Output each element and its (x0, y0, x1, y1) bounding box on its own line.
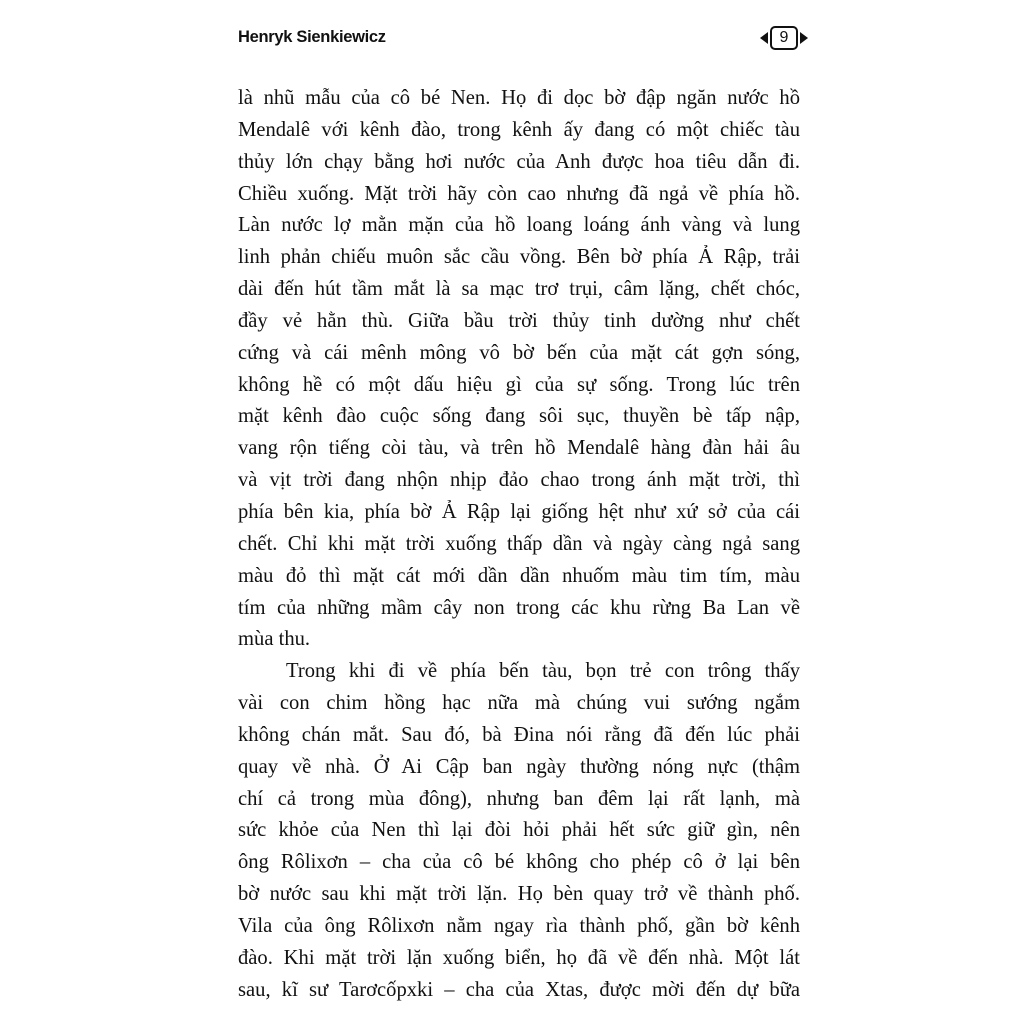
text-line: màu đỏ thì mặt cát mới dần dần nhuốm màu tim tím, màu (238, 564, 800, 587)
text-line: dài đến hút tầm mắt là sa mạc trơ trụi, câm lặng, chết chóc, (238, 278, 800, 301)
text-line: bờ nước sau khi mặt trời lặn. Họ bèn quay trở về thành phố. (238, 883, 800, 906)
running-head-author: Henryk Sienkiewicz (238, 28, 386, 46)
text-line: thủy lớn chạy bằng hơi nước của Anh được hoa tiêu dẫn đi. (238, 150, 800, 173)
text-line: Trong khi đi về phía bến tàu, bọn trẻ con trông thấy (286, 660, 800, 683)
text-line: chết. Chỉ khi mặt trời xuống thấp dần và ngày càng ngả sang (238, 532, 800, 555)
text-line: linh phản chiếu muôn sắc cầu vồng. Bên bờ phía Ả Rập, trải (238, 246, 800, 269)
text-line: ông Rôlixơn – cha của cô bé không cho phép cô ở lại bên (238, 851, 800, 874)
left-triangle-icon (760, 32, 768, 44)
text-line: Mendalê với kênh đào, trong kênh ấy đang có một chiếc tàu (238, 118, 800, 141)
text-line: và vịt trời đang nhộn nhịp đảo chao trong ánh mặt trời, thì (238, 469, 800, 492)
text-line: tím của những mầm cây non trong các khu rừng Ba Lan về (238, 596, 800, 619)
text-line: không hề có một dấu hiệu gì của sự sống. Trong lúc trên (238, 373, 800, 396)
text-line: mặt kênh đào cuộc sống đang sôi sục, thuyền bè tấp nập, (238, 405, 800, 428)
text-line: chí cả trong mùa đông), nhưng ban đêm lại rất lạnh, mà (238, 787, 800, 810)
text-line: đầy vẻ hằn thù. Giữa bầu trời thủy tinh dường như chết (238, 309, 800, 332)
text-line: đào. Khi mặt trời lặn xuống biển, họ đã về đến nhà. Một lát (238, 946, 800, 969)
text-line: Vila của ông Rôlixơn nằm ngay rìa thành phố, gần bờ kênh (238, 914, 800, 937)
text-line: mùa thu. (238, 628, 311, 651)
text-line: không chán mắt. Sau đó, bà Đina nói rằng đã đến lúc phải (238, 723, 800, 746)
text-line: sức khỏe của Nen thì lại đòi hỏi phải hết sức giữ gìn, nên (238, 819, 800, 842)
text-line: phía bên kia, phía bờ Ả Rập lại giống hệt như xứ sở của cái (238, 500, 800, 523)
text-line: quay về nhà. Ở Ai Cập ban ngày thường nóng nực (thậm (238, 755, 800, 778)
page-header (238, 26, 808, 54)
text-line: sau, kĩ sư Tarơcốpxki – cha của Xtas, được mời đến dự bữa (238, 978, 800, 1001)
page-number: 9 (770, 26, 798, 50)
text-line: cứng và cái mênh mông vô bờ bến của mặt cát gợn sóng, (238, 341, 800, 364)
text-line: là nhũ mẫu của cô bé Nen. Họ đi dọc bờ đập ngăn nước hồ (238, 87, 800, 109)
text-line: Chiều xuống. Mặt trời hãy còn cao nhưng đã ngả về phía hồ. (238, 182, 800, 205)
text-line: vài con chim hồng hạc nữa mà chúng vui sướng ngắm (238, 692, 800, 715)
page-number-marker (760, 26, 808, 50)
text-line: Làn nước lợ mằn mặn của hồ loang loáng ánh vàng và lung (238, 214, 800, 237)
body-text (238, 83, 800, 1006)
right-triangle-icon (800, 32, 808, 44)
text-line: vang rộn tiếng còi tàu, và trên hồ Mendalê hàng đàn hải âu (238, 437, 800, 460)
